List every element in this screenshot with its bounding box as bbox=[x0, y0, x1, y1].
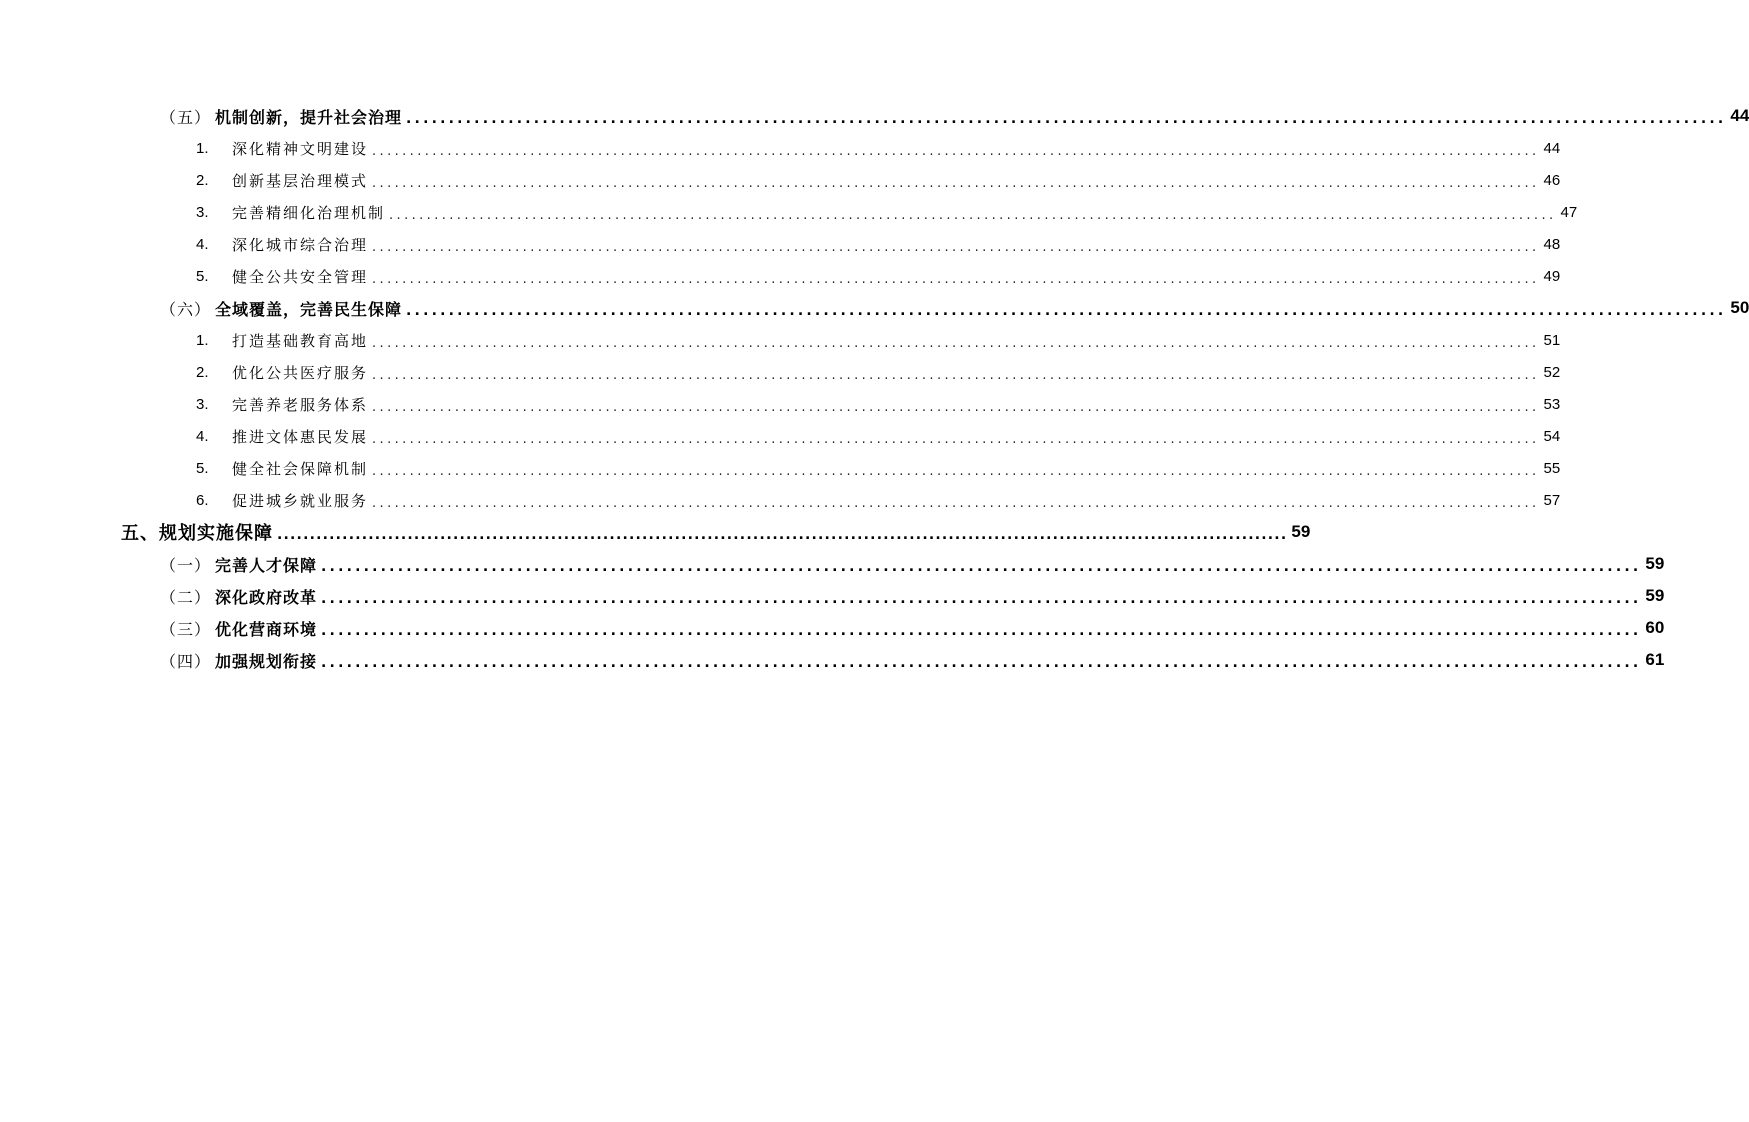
toc-entry-label bbox=[196, 490, 368, 511]
toc-entry-number: （三） bbox=[160, 619, 212, 639]
toc-entry-number: 5. bbox=[196, 459, 209, 477]
toc-entry-label bbox=[196, 394, 368, 415]
toc-leader-dots: ........................................................................................................................................................... bbox=[277, 527, 1288, 543]
toc-entry-label bbox=[196, 202, 385, 223]
toc-page-number: 60 bbox=[1645, 618, 1665, 637]
toc-leader-dots: ........................................................................................................................................................... bbox=[372, 495, 1540, 511]
toc-leader-dots: ........................................................................................................................................................... bbox=[372, 239, 1540, 255]
toc-entry-number: （一） bbox=[160, 555, 212, 575]
toc-entry-label bbox=[196, 138, 368, 159]
toc-entry-section[interactable] bbox=[160, 552, 1665, 576]
toc-entry-number: 五、 bbox=[121, 523, 159, 544]
toc-entry-number: 6. bbox=[196, 491, 209, 509]
toc-page-number: 44 bbox=[1543, 139, 1561, 157]
toc-page-number: 51 bbox=[1543, 331, 1561, 349]
toc-entry-title: 优化营商环境 bbox=[215, 619, 318, 639]
toc-page-number: 47 bbox=[1560, 203, 1578, 221]
toc-entry-label bbox=[121, 519, 273, 545]
toc-entry-section[interactable] bbox=[160, 616, 1665, 640]
toc-entry-title: 规划实施保障 bbox=[159, 523, 273, 544]
toc-leader-dots: ........................................................................................................................................................... bbox=[321, 559, 1642, 575]
toc-entry-label bbox=[196, 426, 368, 447]
toc-leader-dots: ........................................................................................................................................................... bbox=[372, 399, 1540, 415]
toc-entry-number: （四） bbox=[160, 651, 212, 671]
toc-leader-dots: ........................................................................................................................................................... bbox=[389, 207, 1557, 223]
toc-page-number: 61 bbox=[1645, 650, 1665, 669]
toc-entry-label bbox=[160, 297, 402, 320]
toc-entry-title: 推进文体惠民发展 bbox=[232, 427, 369, 446]
toc-entry-item[interactable] bbox=[196, 456, 1561, 480]
toc-entry-number: 5. bbox=[196, 267, 209, 285]
toc-entry-item[interactable] bbox=[196, 136, 1561, 160]
toc-entry-title: 健全公共安全管理 bbox=[232, 267, 369, 286]
toc-entry-item[interactable] bbox=[196, 488, 1561, 512]
toc-entry-title: 创新基层治理模式 bbox=[232, 171, 369, 190]
toc-entry-label bbox=[160, 105, 402, 128]
toc-entry-number: （二） bbox=[160, 587, 212, 607]
toc-entry-label bbox=[196, 458, 368, 479]
toc-entry-title: 完善养老服务体系 bbox=[232, 395, 369, 414]
toc-leader-dots: ........................................................................................................................................................... bbox=[372, 463, 1540, 479]
toc-entry-title: 健全社会保障机制 bbox=[232, 459, 369, 478]
toc-page-number: 52 bbox=[1543, 363, 1561, 381]
toc-entry-number: 3. bbox=[196, 203, 209, 221]
toc-entry-title: 促进城乡就业服务 bbox=[232, 491, 369, 510]
toc-entry-item[interactable] bbox=[196, 168, 1561, 192]
toc-leader-dots: ........................................................................................................................................................... bbox=[372, 431, 1540, 447]
toc-leader-dots: ........................................................................................................................................................... bbox=[321, 591, 1642, 607]
toc-entry-section[interactable] bbox=[160, 584, 1665, 608]
toc-page-number: 59 bbox=[1645, 586, 1665, 605]
toc-entry-number: 3. bbox=[196, 395, 209, 413]
toc-leader-dots: ........................................................................................................................................................... bbox=[372, 335, 1540, 351]
toc-entry-label bbox=[160, 649, 317, 672]
toc-entry-label bbox=[160, 585, 317, 608]
toc-leader-dots: ........................................................................................................................................................... bbox=[406, 111, 1727, 127]
toc-entry-title: 完善人才保障 bbox=[215, 555, 318, 575]
toc-entry-label bbox=[196, 266, 368, 287]
toc-leader-dots: ........................................................................................................................................................... bbox=[406, 303, 1727, 319]
toc-entry-number: 1. bbox=[196, 139, 209, 157]
toc-entry-chapter[interactable] bbox=[121, 520, 1311, 544]
toc-entry-item[interactable] bbox=[196, 264, 1561, 288]
toc-entry-item[interactable] bbox=[196, 360, 1561, 384]
toc-leader-dots: ........................................................................................................................................................... bbox=[321, 655, 1642, 671]
toc-leader-dots: ........................................................................................................................................................... bbox=[321, 623, 1642, 639]
toc-entry-item[interactable] bbox=[196, 424, 1561, 448]
toc-page-number: 55 bbox=[1543, 459, 1561, 477]
toc-entry-title: 打造基础教育高地 bbox=[232, 331, 369, 350]
toc-entry-label bbox=[160, 617, 317, 640]
toc-entry-label bbox=[160, 553, 317, 576]
toc-entry-item[interactable] bbox=[196, 232, 1561, 256]
toc-page-number: 44 bbox=[1730, 106, 1749, 125]
toc-entry-item[interactable] bbox=[196, 200, 1578, 224]
toc-page-number: 54 bbox=[1543, 427, 1561, 445]
toc-page-number: 59 bbox=[1645, 554, 1665, 573]
toc-entry-item[interactable] bbox=[196, 392, 1561, 416]
toc-entry-title: 深化精神文明建设 bbox=[232, 139, 369, 158]
toc-leader-dots: ........................................................................................................................................................... bbox=[372, 143, 1540, 159]
toc-entry-label bbox=[196, 234, 368, 255]
toc-entry-number: 4. bbox=[196, 235, 209, 253]
toc-leader-dots: ........................................................................................................................................................... bbox=[372, 271, 1540, 287]
toc-entry-section[interactable] bbox=[160, 648, 1665, 672]
toc-leader-dots: ........................................................................................................................................................... bbox=[372, 175, 1540, 191]
toc-entry-section[interactable] bbox=[160, 296, 1749, 320]
toc-entry-number: 2. bbox=[196, 171, 209, 189]
toc-entry-label bbox=[196, 170, 368, 191]
toc-entry-number: 1. bbox=[196, 331, 209, 349]
toc-entry-number: 4. bbox=[196, 427, 209, 445]
toc-entry-title: 机制创新，提升社会治理 bbox=[215, 107, 403, 127]
toc-entry-title: 完善精细化治理机制 bbox=[232, 203, 386, 222]
toc-entry-label bbox=[196, 330, 368, 351]
toc-page-number: 57 bbox=[1543, 491, 1561, 509]
toc-page-number: 53 bbox=[1543, 395, 1561, 413]
toc-entry-item[interactable] bbox=[196, 328, 1561, 352]
toc-entry-section[interactable] bbox=[160, 104, 1749, 128]
toc-entry-title: 全域覆盖，完善民生保障 bbox=[215, 299, 403, 319]
toc-entry-number: 2. bbox=[196, 363, 209, 381]
toc-entry-title: 优化公共医疗服务 bbox=[232, 363, 369, 382]
toc-page-number: 49 bbox=[1543, 267, 1561, 285]
toc-entry-number: （六） bbox=[160, 299, 212, 319]
toc-page-number: 59 bbox=[1291, 522, 1311, 541]
toc-entry-label bbox=[196, 362, 368, 383]
toc-entry-title: 深化政府改革 bbox=[215, 587, 318, 607]
toc-page-number: 50 bbox=[1730, 298, 1749, 317]
toc-page-number: 48 bbox=[1543, 235, 1561, 253]
toc-leader-dots: ........................................................................................................................................................... bbox=[372, 367, 1540, 383]
toc-entry-title: 加强规划衔接 bbox=[215, 651, 318, 671]
toc-entry-number: （五） bbox=[160, 107, 212, 127]
toc-entry-title: 深化城市综合治理 bbox=[232, 235, 369, 254]
toc-page-number: 46 bbox=[1543, 171, 1561, 189]
